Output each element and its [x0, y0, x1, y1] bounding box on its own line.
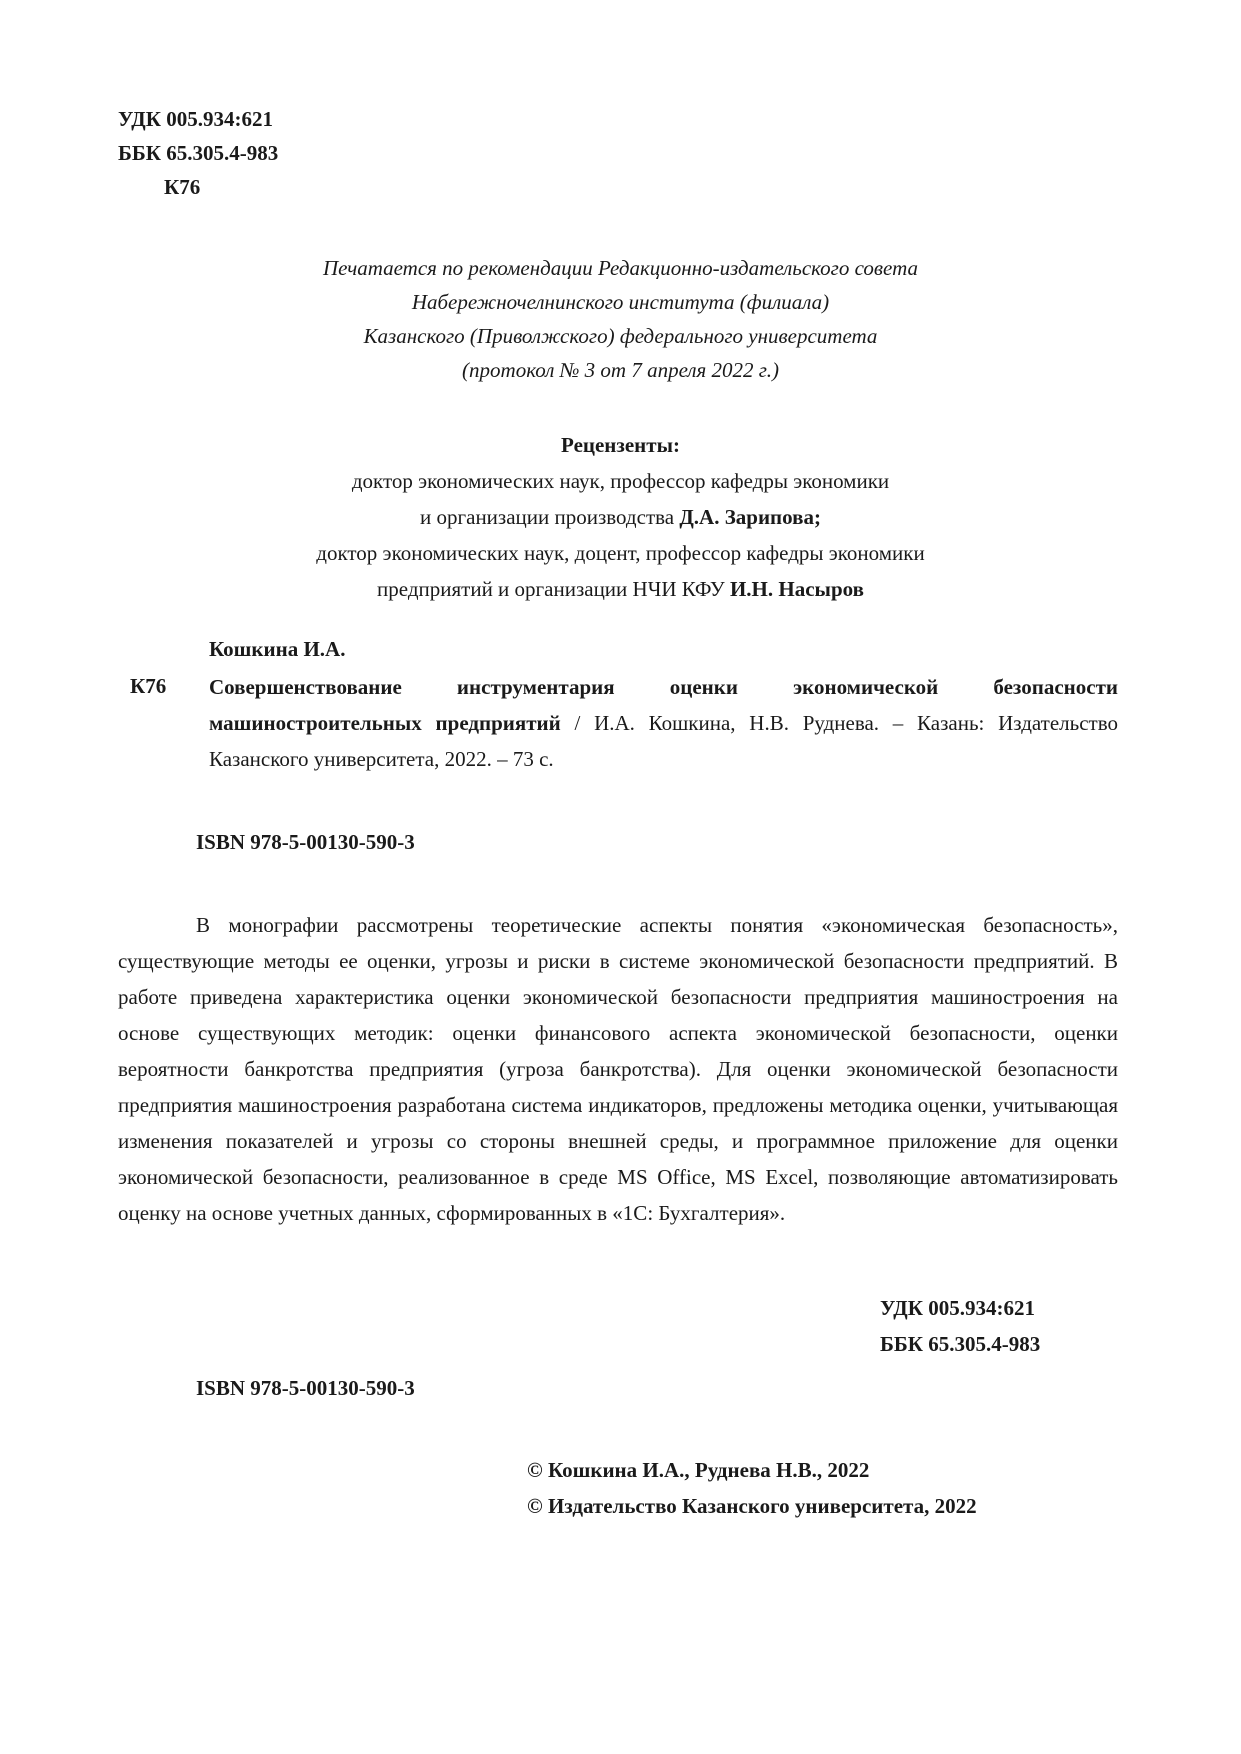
- recommendation-line-2: Набережночелнинского института (филиала): [411, 290, 830, 314]
- author-mark: К76: [164, 175, 201, 199]
- reviewer-2-line-2: [160, 571, 1081, 607]
- bbk-code: ББК 65.305.4-983: [118, 141, 279, 165]
- classification-block: [118, 102, 518, 204]
- copyright-authors: © Кошкина И.А., Руднева Н.В., 2022: [527, 1458, 870, 1482]
- copyright-block: [527, 1452, 1167, 1524]
- reviewer-1-line-2: [160, 499, 1081, 535]
- recommendation-line-3: Казанского (Приволжского) федерального университета: [363, 324, 878, 348]
- publication-recommendation: [160, 251, 1081, 387]
- bib-title: Совершенствование инструментария оценки экономической безопасности машиностроительных предприятий: [209, 675, 1118, 735]
- reviewer-2-name: И.Н. Насыров: [729, 577, 864, 601]
- reviewers-block: [160, 427, 1081, 607]
- recommendation-line-4: (протокол № 3 от 7 апреля 2022 г.): [462, 358, 779, 382]
- recommendation-line-1: Печатается по рекомендации Редакционно-издательского совета: [322, 256, 919, 280]
- bib-code: К76: [130, 674, 167, 698]
- annotation-paragraph: В монографии рассмотрены теоретические аспекты понятия «экономическая безопасность», существующие методы ее оценки, угрозы и риски в системе экономической безопасности предприятий. В работе приведена характеристика оценки экономической безопасности предприятия машиностроения на основе существующих методик: оценки финансового аспекта экономической безопасности, оценки вероятности банкротства предприятия (угроза банкротства). Для оценки экономической безопасности предприятия машиностроения разработана система индикаторов, предложены методика оценки, учитывающая изменения показателей и угрозы со стороны внешней среды, и программное приложение для оценки экономической безопасности, реализованное в среде MS Office, MS Excel, позволяющие автоматизировать оценку на основе учетных данных, сформированных в «1С: Бухгалтерия».: [118, 913, 1118, 1225]
- reviewer-2-affiliation: предприятий и организации НЧИ КФУ: [377, 577, 730, 601]
- reviewer-1-name: Д.А. Зарипова;: [679, 505, 821, 529]
- bibliographic-description: [209, 669, 1118, 777]
- reviewer-1-line-1: доктор экономических наук, профессор кафедры экономики: [351, 469, 890, 493]
- copyright-publisher: © Издательство Казанского университета, 2022: [527, 1494, 977, 1518]
- bib-publication-info: / И.А. Кошкина, Н.В. Руднева. – Казань: Издательство Казанского университета, 2022. – 73 с.: [209, 711, 1118, 771]
- reviewer-1-affiliation: и организации производства: [420, 505, 680, 529]
- footer-classification: [880, 1290, 1180, 1362]
- isbn-bottom: ISBN 978-5-00130-590-3: [196, 1376, 415, 1400]
- reviewers-title: Рецензенты:: [561, 433, 680, 457]
- footer-udk: УДК 005.934:621: [880, 1296, 1035, 1320]
- isbn-top: ISBN 978-5-00130-590-3: [196, 830, 415, 854]
- bib-author: Кошкина И.А.: [209, 637, 346, 661]
- udk-code: УДК 005.934:621: [118, 107, 273, 131]
- footer-bbk: ББК 65.305.4-983: [880, 1332, 1041, 1356]
- reviewer-2-line-1: доктор экономических наук, доцент, профессор кафедры экономики: [316, 541, 925, 565]
